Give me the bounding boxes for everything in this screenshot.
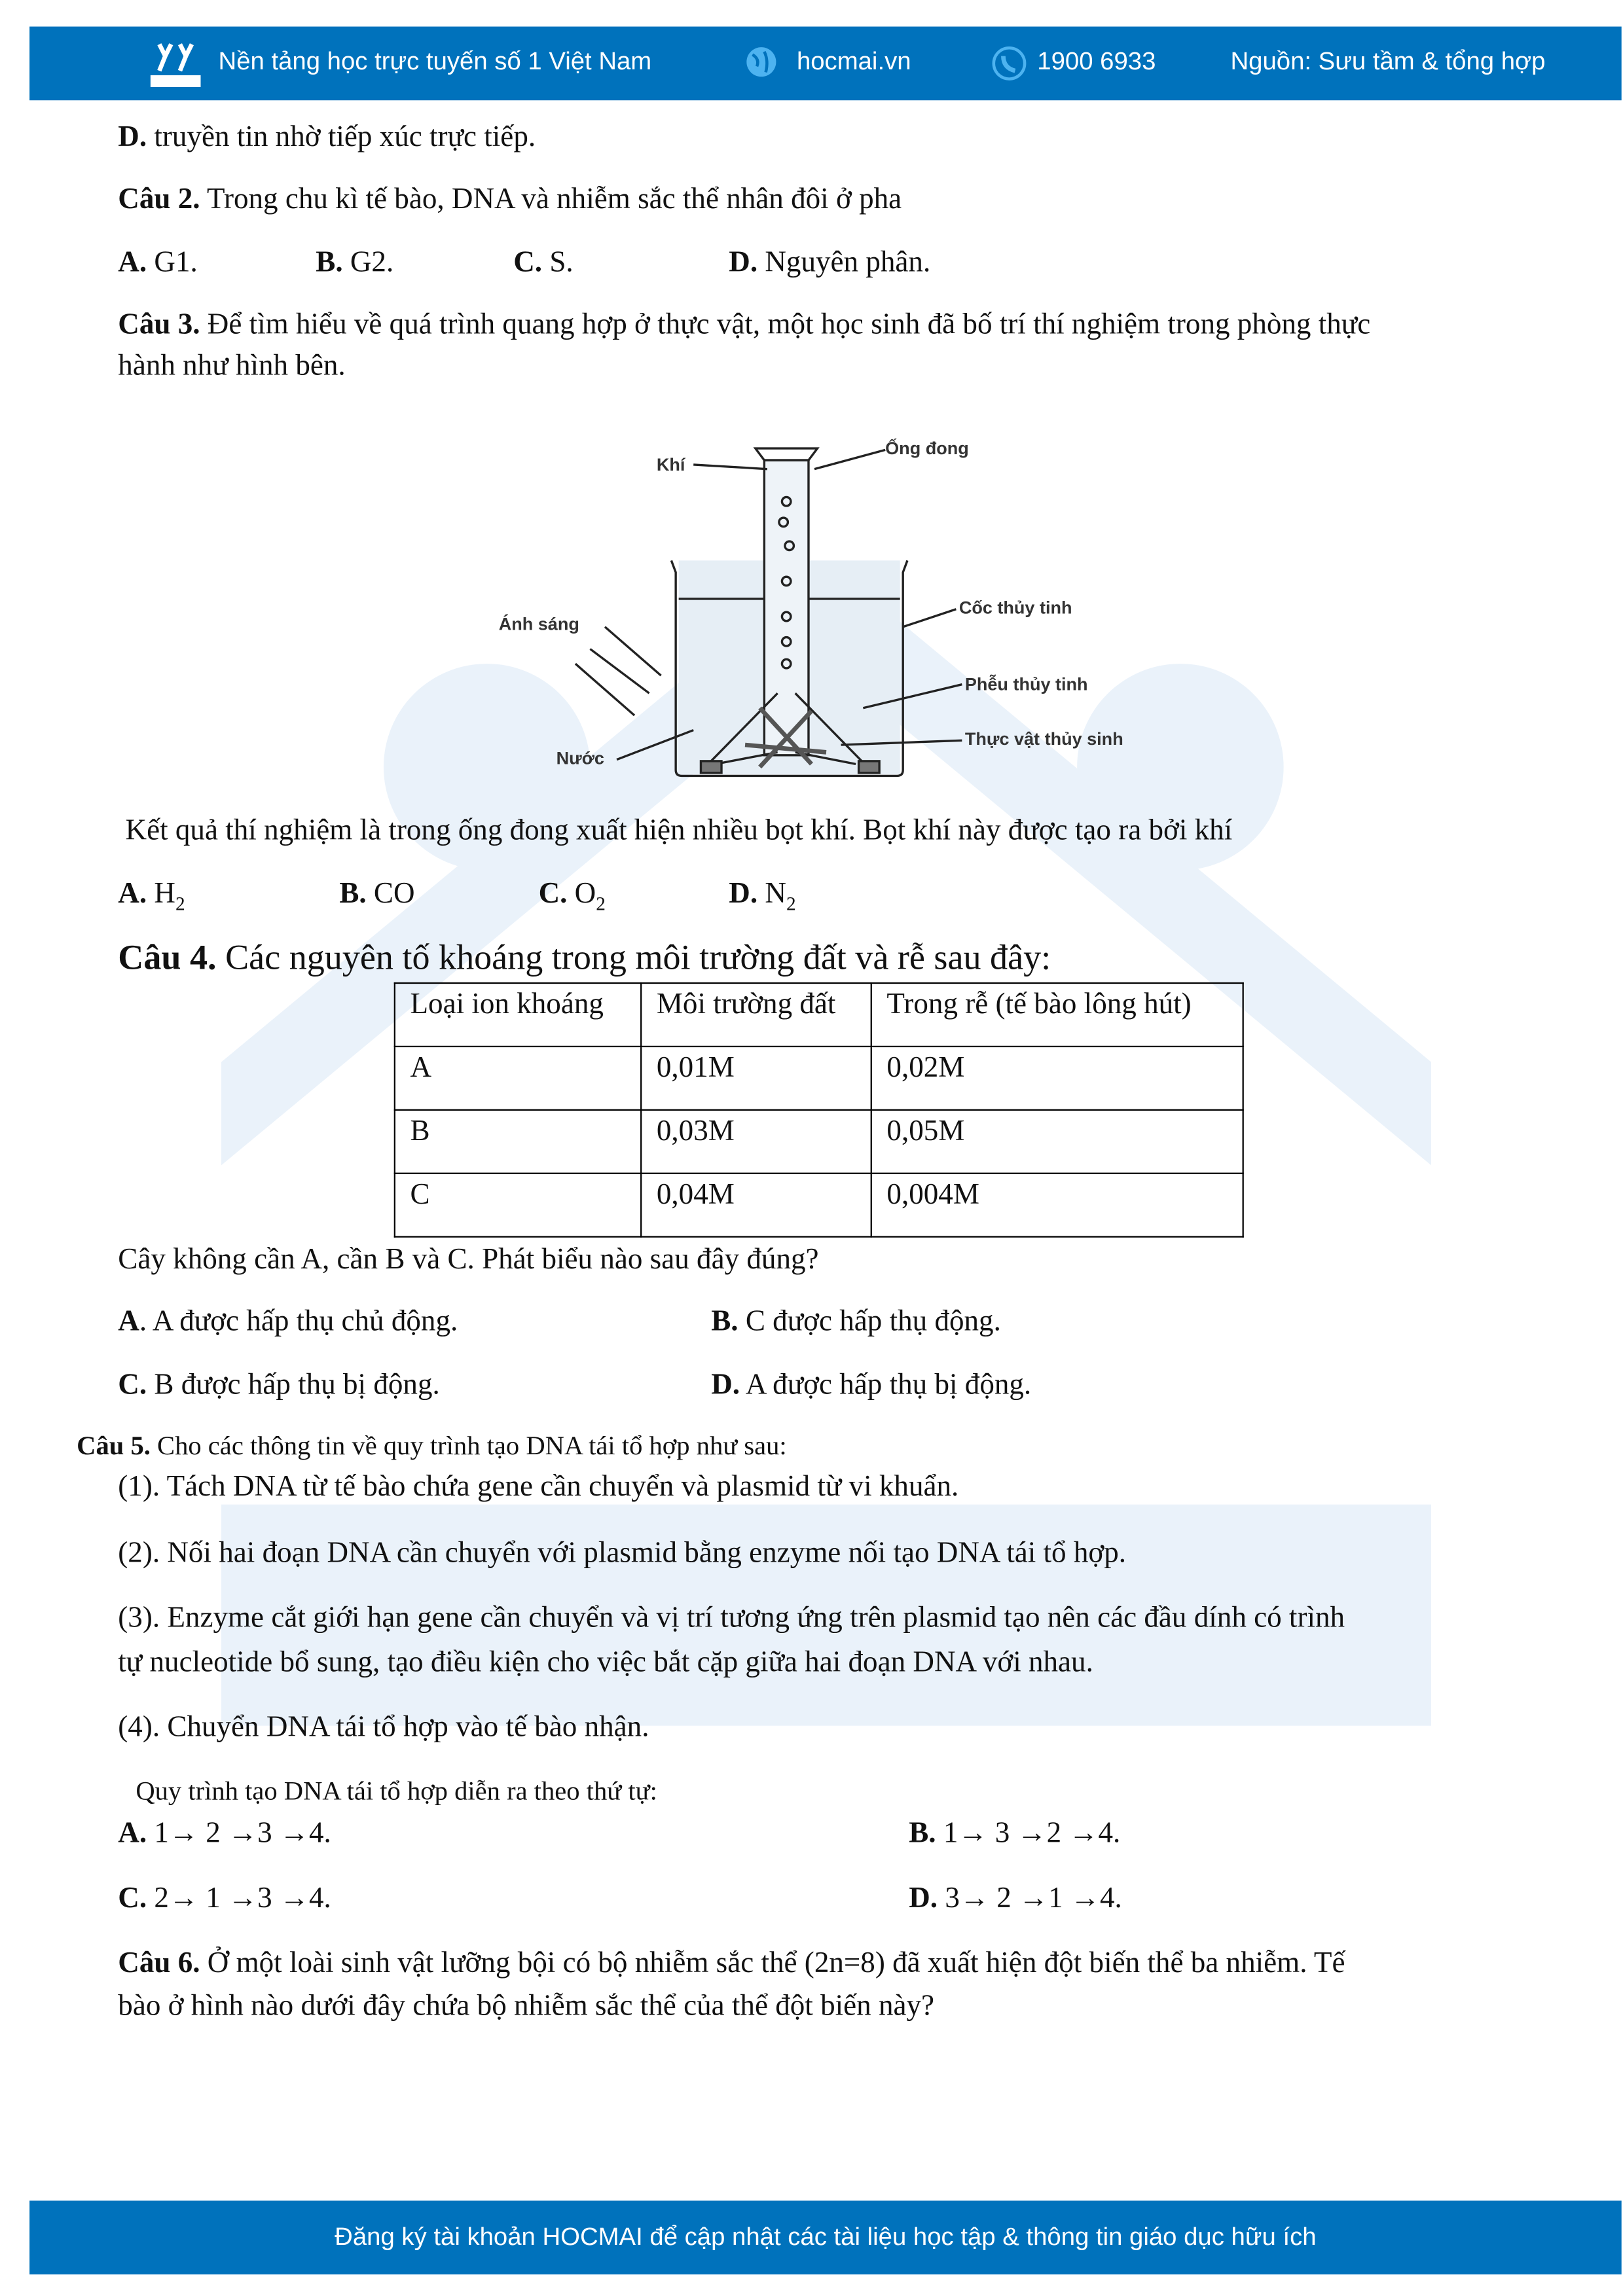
q3-stem: Câu 3. Để tìm hiểu về quá trình quang hợp ở thực vật, một học sinh đã bố trí thí nghiệm trong phòng thực xyxy=(118,308,1371,341)
q5-stem: Câu 5. Cho các thông tin về quy trình tạo DNA tái tổ hợp như sau: xyxy=(77,1430,787,1461)
header-bar xyxy=(29,27,1622,101)
q5-option-d: D. 3→ 2 →1 →4. xyxy=(909,1882,1122,1915)
q2-option-c: C. S. xyxy=(513,246,574,279)
q4-option-b: B. C được hấp thụ động. xyxy=(711,1305,1001,1338)
table-row: B 0,03M 0,05M xyxy=(395,1110,1243,1174)
label-nuoc: Nước xyxy=(556,748,604,768)
q5-question: Quy trình tạo DNA tái tổ hợp diễn ra theo thứ tự: xyxy=(136,1776,657,1806)
q5-step-2: (2). Nối hai đoạn DNA cần chuyển với plasmid bằng enzyme nối tạo DNA tái tổ hợp. xyxy=(118,1537,1127,1570)
table-header-row: Loại ion khoáng Môi trường đất Trong rễ (tế bào lông hút) xyxy=(395,983,1243,1047)
q3-option-d: D. $N_2$ xyxy=(729,877,796,915)
slogan: Nền tảng học trực tuyến số 1 Việt Nam xyxy=(218,47,652,75)
q2-option-d: D. Nguyên phân. xyxy=(729,246,931,279)
globe-icon xyxy=(745,46,778,86)
table-row: A 0,01M 0,02M xyxy=(395,1047,1243,1110)
q4-option-d: D. A được hấp thụ bị động. xyxy=(711,1369,1032,1401)
q5-step-3-cont: tự nucleotide bổ sung, tạo điều kiện cho việc bắt cặp giữa hai đoạn DNA với nhau. xyxy=(118,1646,1093,1679)
q2-option-a: A. G1. xyxy=(118,246,198,279)
q4-option-a: A. A được hấp thụ chủ động. xyxy=(118,1305,458,1338)
q4-option-c: C. B được hấp thụ bị động. xyxy=(118,1369,440,1401)
q4-question: Cây không cần A, cần B và C. Phát biểu nào sau đây đúng? xyxy=(118,1243,819,1276)
q3-option-b: B. CO xyxy=(339,877,415,910)
q5-step-4: (4). Chuyển DNA tái tổ hợp vào tế bào nhận. xyxy=(118,1711,649,1744)
label-anh-sang: Ánh sáng xyxy=(498,614,579,634)
hocmai-logo-icon xyxy=(147,39,204,96)
q5-option-a: A. 1→ 2 →3 →4. xyxy=(118,1817,331,1850)
q1-option-d: D. truyền tin nhờ tiếp xúc trực tiếp. xyxy=(118,120,536,154)
q6-stem-2: bào ở hình nào dưới đây chứa bộ nhiễm sắc thể của thể đột biến này? xyxy=(118,1990,935,2022)
q4-stem: Câu 4. Các nguyên tố khoáng trong môi trường đất và rễ sau đây: xyxy=(118,939,1051,978)
q5-option-c: C. 2→ 1 →3 →4. xyxy=(118,1882,331,1915)
label-khi: Khí xyxy=(656,454,685,475)
q2-stem: Câu 2. Trong chu kì tế bào, DNA và nhiễm sắc thể nhân đôi ở pha xyxy=(118,183,902,216)
q3-option-c: C. $O_2$ xyxy=(538,877,606,915)
q2-option-b: B. G2. xyxy=(316,246,394,279)
mineral-table xyxy=(394,982,1244,1238)
photosynthesis-diagram xyxy=(487,428,1166,789)
q5-option-b: B. 1→ 3 →2 →4. xyxy=(909,1817,1121,1850)
q5-step-3: (3). Enzyme cắt giới hạn gene cần chuyển và vị trí tương ứng trên plasmid tạo nên các đầu dính có trình xyxy=(118,1602,1345,1634)
label-pheu: Phễu thủy tinh xyxy=(964,674,1088,694)
footer-text: Đăng ký tài khoản HOCMAI để cập nhật các tài liệu học tập & thông tin giáo dục hữu ích xyxy=(335,2223,1317,2251)
label-coc: Cốc thủy tinh xyxy=(958,598,1072,618)
phone-number: 1900 6933 xyxy=(1037,47,1156,75)
source-note: Nguồn: Sưu tầm & tổng hợp xyxy=(1230,47,1546,75)
label-ong-dong: Ống đong xyxy=(885,439,969,459)
q3-result: Kết quả thí nghiệm là trong ống đong xuất hiện nhiều bọt khí. Bọt khí này được tạo ra bởi khí xyxy=(125,814,1233,847)
q6-stem: Câu 6. Ở một loài sinh vật lưỡng bội có bộ nhiễm sắc thể (2n=8) đã xuất hiện đột biến thể ba nhiễm. Tế xyxy=(118,1946,1345,1980)
q3-stem-2: hành như hình bên. xyxy=(118,350,346,382)
phone-icon xyxy=(991,46,1027,88)
website-link[interactable]: hocmai.vn xyxy=(796,47,911,75)
footer-bar xyxy=(29,2200,1622,2274)
q3-option-a: A. $H_2$ xyxy=(118,877,185,915)
table-row: C 0,04M 0,004M xyxy=(395,1174,1243,1237)
label-thuc-vat: Thực vật thủy sinh xyxy=(964,729,1123,749)
q5-step-1: (1). Tách DNA từ tế bào chứa gene cần chuyển và plasmid từ vi khuẩn. xyxy=(118,1470,959,1503)
